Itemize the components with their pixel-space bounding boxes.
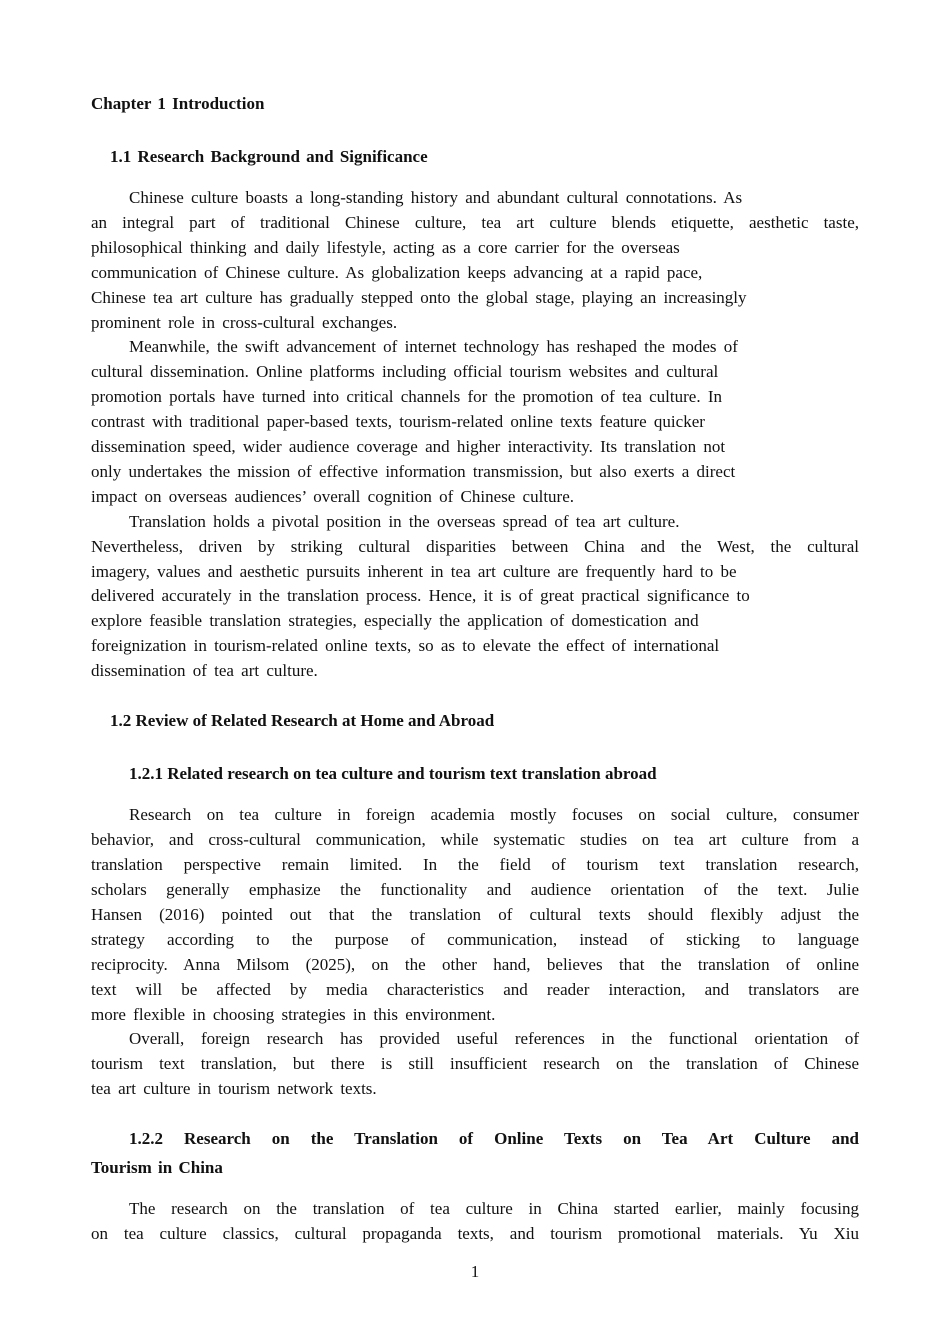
paragraph-line: contrast with traditional paper-based texts, tourism-related online texts feature quicker [91, 412, 705, 431]
paragraph-line: Chinese culture boasts a long-standing history and abundant cultural connotations. As [129, 188, 743, 207]
paragraph-line: foreignization in tourism-related online texts, so as to elevate the effect of international [91, 636, 720, 655]
subsection-heading-1-2-2-cont: Tourism in China [91, 1158, 223, 1177]
paragraph-line: cultural dissemination. Online platforms including official tourism websites and cultural [91, 362, 719, 381]
paragraph-line: Chinese tea art culture has gradually stepped onto the global stage, playing an increasingly [91, 288, 747, 307]
paragraph-line: behavior, and cross-cultural communication, while systematic studies on tea art culture from a [91, 830, 859, 849]
paragraph-line: dissemination speed, wider audience coverage and higher interactivity. Its translation not [91, 437, 726, 456]
paragraph-line: Research on tea culture in foreign academia mostly focuses on social culture, consumer [129, 805, 859, 824]
paragraph-line: only undertakes the mission of effective information transmission, but also exerts a direct [91, 462, 736, 481]
subsection-heading-1-2-2: 1.2.2 Research on the Translation of Online Texts on Tea Art Culture and [129, 1129, 859, 1148]
section-heading-1-2: 1.2 Review of Related Research at Home and Abroad [110, 711, 495, 730]
chapter-title: Chapter 1 Introduction [91, 94, 265, 113]
paragraph-line: more flexible in choosing strategies in this environment. [91, 1005, 496, 1024]
paragraph-line: communication of Chinese culture. As globalization keeps advancing at a rapid pace, [91, 263, 703, 282]
paragraph-line: text will be affected by media characteristics and reader interaction, and translators are [91, 980, 859, 999]
paragraph-line: impact on overseas audiences’ overall cognition of Chinese culture. [91, 487, 574, 506]
paragraph-line: philosophical thinking and daily lifestyle, acting as a core carrier for the overseas [91, 238, 680, 257]
paragraph-line: translation perspective remain limited. In the field of tourism text translation research, [91, 855, 859, 874]
paragraph-line: scholars generally emphasize the functionality and audience orientation of the text. Julie [91, 880, 859, 899]
paragraph-line: prominent role in cross-cultural exchanges. [91, 313, 398, 332]
paragraph-line: reciprocity. Anna Milsom (2025), on the other hand, believes that the translation of online [91, 955, 859, 974]
paragraph-line: Translation holds a pivotal position in the overseas spread of tea art culture. [129, 512, 680, 531]
paragraph-line: tourism text translation, but there is still insufficient research on the translation of Chinese [91, 1054, 859, 1073]
subsection-heading-1-2-1: 1.2.1 Related research on tea culture and tourism text translation abroad [129, 764, 657, 783]
page-number: 1 [470, 1262, 480, 1281]
paragraph-line: an integral part of traditional Chinese culture, tea art culture blends etiquette, aesthetic taste, [91, 213, 859, 232]
paragraph-line: delivered accurately in the translation process. Hence, it is of great practical significance to [91, 586, 750, 605]
paragraph-line: explore feasible translation strategies, especially the application of domestication and [91, 611, 699, 630]
paragraph-line: imagery, values and aesthetic pursuits inherent in tea art culture are frequently hard to be [91, 562, 737, 581]
paragraph-line: tea art culture in tourism network texts. [91, 1079, 377, 1098]
paragraph-line: Meanwhile, the swift advancement of internet technology has reshaped the modes of [129, 337, 738, 356]
paragraph-line: Hansen (2016) pointed out that the translation of cultural texts should flexibly adjust the [91, 905, 859, 924]
paragraph-line: Overall, foreign research has provided useful references in the functional orientation of [129, 1029, 859, 1048]
section-heading-1-1: 1.1 Research Background and Significance [110, 147, 428, 166]
paragraph-line: promotion portals have turned into critical channels for the promotion of tea culture. In [91, 387, 722, 406]
paragraph-line: dissemination of tea art culture. [91, 661, 318, 680]
paragraph-line: on tea culture classics, cultural propaganda texts, and tourism promotional materials. Yu Xiu [91, 1224, 859, 1243]
paragraph-line: Nevertheless, driven by striking cultural disparities between China and the West, the cultural [91, 537, 859, 556]
paragraph-line: strategy according to the purpose of communication, instead of sticking to language [91, 930, 859, 949]
paragraph-line: The research on the translation of tea culture in China started earlier, mainly focusing [129, 1199, 859, 1218]
